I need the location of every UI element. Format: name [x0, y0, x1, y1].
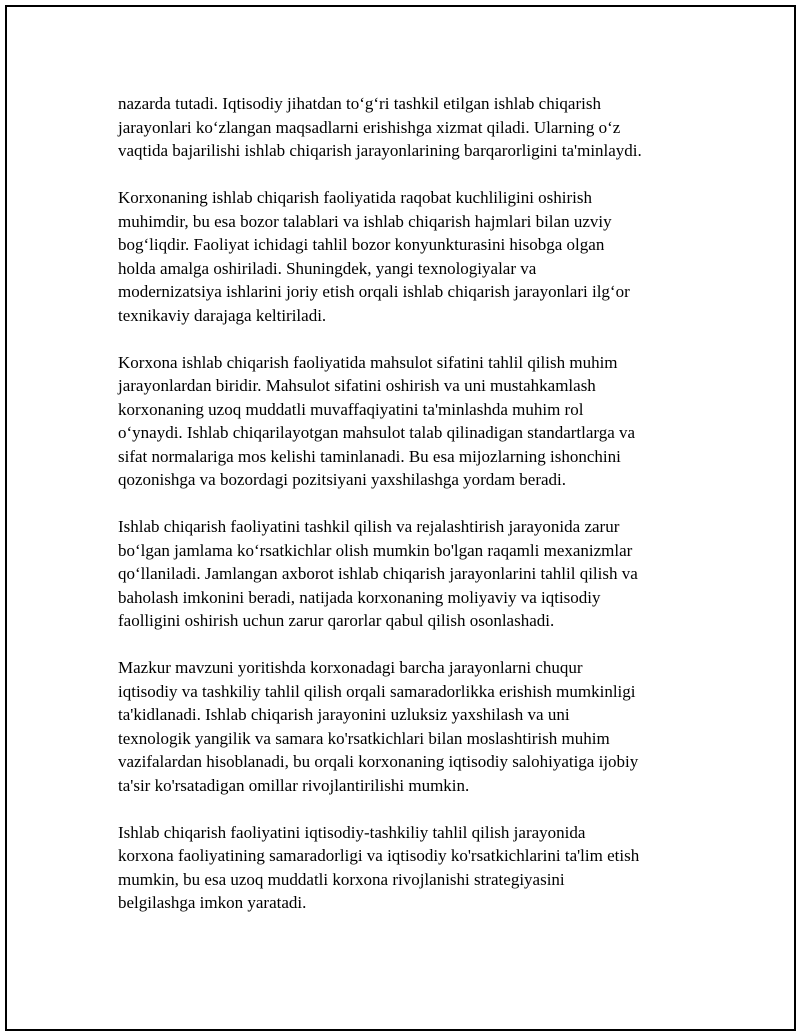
paragraph-1: nazarda tutadi. Iqtisodiy jihatdan to‘g‘ri tashkil etilgan ishlab chiqarish jarayonlari ko‘zlangan maqsadlarni erishishga xizmat qiladi. Ularning o‘z vaqtida bajarilishi ishlab chiqarish jarayonlarining barqarorligini ta'minlaydi.	[118, 94, 642, 160]
paragraph-4: Ishlab chiqarish faoliyatini tashkil qilish va rejalashtirish jarayonida zarur bo‘lgan jamlama ko‘rsatkichlar olish mumkin bo'lgan raqamli mexanizmlar qo‘llaniladi. Jamlangan axborot ishlab chiqarish jarayonlarini tahlil qilish va baholash imkonini beradi, natijada korxonaning moliyaviy va iqtisodiy faolligini oshirish uchun zarur qarorlar qabul qilish osonlashadi.	[118, 517, 638, 630]
paragraph-2: Korxonaning ishlab chiqarish faoliyatida raqobat kuchliligini oshirish muhimdir, bu esa bozor talablari va ishlab chiqarish hajmlari bilan uzviy bog‘liqdir. Faoliyat ichidagi tahlil bozor konyunkturasini hisobga olgan holda amalga oshiriladi. Shuningdek, yangi texnologiyalar va modernizatsiya ishlarini joriy etish orqali ishlab chiqarish jarayonlari ilg‘or texnikaviy darajaga keltiriladi.	[118, 188, 630, 325]
paragraph-5: Mazkur mavzuni yoritishda korxonadagi barcha jarayonlarni chuqur iqtisodiy va tashkiliy tahlil qilish orqali samaradorlikka erishish mumkinligi ta'kidlanadi. Ishlab chiqarish jarayonini uzluksiz yaxshilash va uni texnologik yangilik va samara ko'rsatkichlari bilan moslashtirish muhim vazifalardan hisoblanadi, bu orqali korxonaning iqtisodiy salohiyatiga ijobiy ta'sir ko'rsatadigan omillar rivojlantirilishi mumkin.	[118, 658, 639, 795]
paragraph-3: Korxona ishlab chiqarish faoliyatida mahsulot sifatini tahlil qilish muhim jarayonlardan biridir. Mahsulot sifatini oshirish va uni mustahkamlash korxonaning uzoq muddatli muvaffaqiyatini ta'minlashda muhim rol o‘ynaydi. Ishlab chiqarilayotgan mahsulot talab qilinadigan standartlarga va sifat normalariga mos kelishi taminlanadi. Bu esa mijozlarning ishonchini qozonishga va bozordagi pozitsiyani yaxshilashga yordam beradi.	[118, 352, 636, 489]
paragraph-6: Ishlab chiqarish faoliyatini iqtisodiy-tashkiliy tahlil qilish jarayonida korxona faoliyatining samaradorligi va iqtisodiy ko'rsatkichlarini ta'lim etish mumkin, bu esa uzoq muddatli korxona rivojlanishi strategiyasini belgilashga imkon yaratadi.	[118, 822, 640, 912]
document-body	[118, 92, 693, 938]
